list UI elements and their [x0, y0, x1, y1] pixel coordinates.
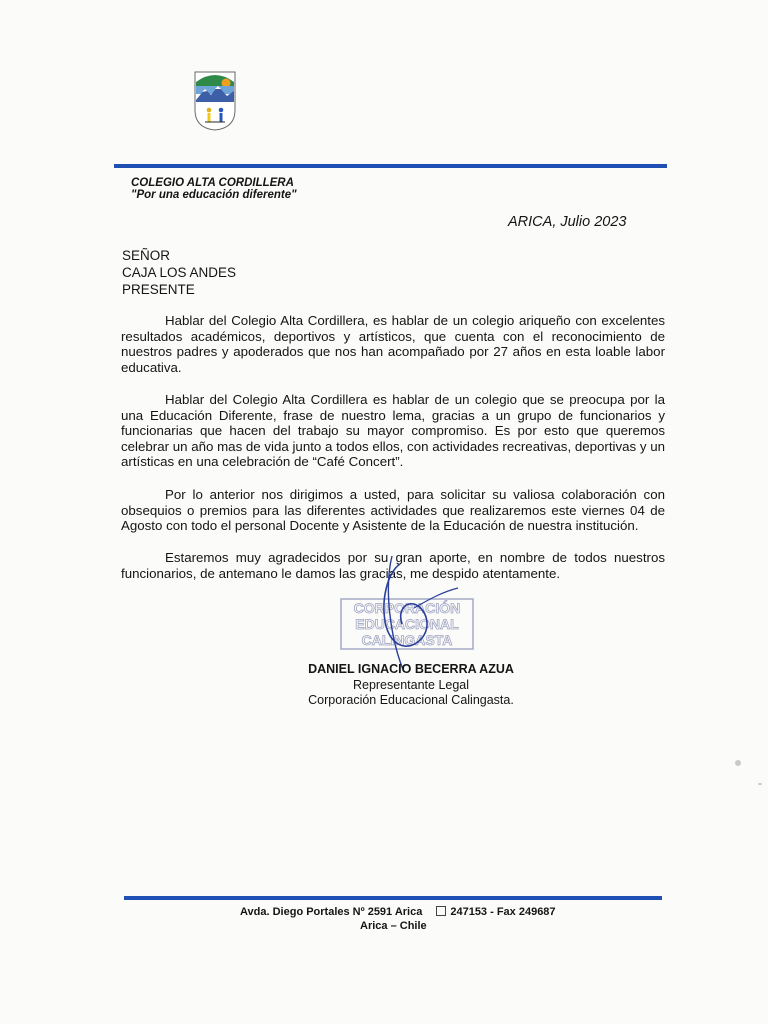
- footer-contact: [240, 906, 556, 918]
- paragraph-4-text: Estaremos muy agradecidos por su gran aporte, en nombre de todos nuestros funcionarios, de antemano le damos las gracias, me despido atentamente.: [121, 550, 665, 581]
- recipient-presente: PRESENTE: [122, 282, 195, 297]
- letter-date: ARICA, Julio 2023: [508, 214, 627, 230]
- footer-address: Avda. Diego Portales Nº 2591 Arica: [240, 906, 423, 918]
- stamp-line-2: EDUCACIONAL: [355, 616, 459, 632]
- stamp-line-1: CORPORACIÓN: [353, 600, 461, 616]
- phone-icon: [436, 906, 446, 916]
- header-rule: [114, 164, 667, 168]
- school-motto: "Por una educación diferente": [131, 189, 297, 201]
- body-paragraph-2: [121, 392, 665, 470]
- body-paragraph-1: [121, 313, 665, 375]
- paragraph-3-text: Por lo anterior nos dirigimos a usted, para solicitar su valiosa colaboración con obsequios o premios para las diferentes actividades que realizaremos este viernes 04 de Agosto con todo el personal Docente y Asistente de la Educación de nuestra institución.: [121, 487, 665, 533]
- signer-name: DANIEL IGNACIO BECERRA AZUA: [308, 662, 514, 676]
- paragraph-2-text: Hablar del Colegio Alta Cordillera es hablar de un colegio que se preocupa por la una Educación Diferente, frase de nuestro lema, gracias a un grupo de funcionarios y funcionarias que hacen del trabajo su mayor compromiso. Es por esto que queremos celebrar un año mas de vida junto a todos ellos, con actividades recreativas, deportivas y un artísticas en una celebración de “Café Concert”.: [121, 392, 666, 469]
- footer-phone: 247153 - Fax 249687: [450, 906, 556, 918]
- body-paragraph-3: [121, 487, 665, 534]
- footer-rule: [124, 896, 662, 900]
- paragraph-1-text: Hablar del Colegio Alta Cordillera, es hablar de un colegio ariqueño con excelentes resultados académicos, deportivos y artísticos, que cuenta con el reconocimiento de nuestros padres y apoderados que nos han acompañado por 27 años en esta loable labor educativa.: [121, 313, 665, 375]
- school-logo: [193, 70, 237, 132]
- signer-role: Representante Legal: [352, 678, 470, 692]
- stamp-line-3: CALINGASTA: [361, 632, 453, 648]
- school-name: COLEGIO ALTA CORDILLERA: [131, 177, 294, 189]
- paper-speck: [758, 783, 762, 785]
- handwritten-signature: [318, 548, 468, 678]
- paper-speck: [735, 760, 741, 766]
- recipient-salutation: SEÑOR: [122, 248, 171, 263]
- footer-city: Arica – Chile: [360, 920, 427, 932]
- signer-organization: Corporación Educacional Calingasta.: [308, 693, 514, 707]
- recipient-name: CAJA LOS ANDES: [122, 265, 237, 280]
